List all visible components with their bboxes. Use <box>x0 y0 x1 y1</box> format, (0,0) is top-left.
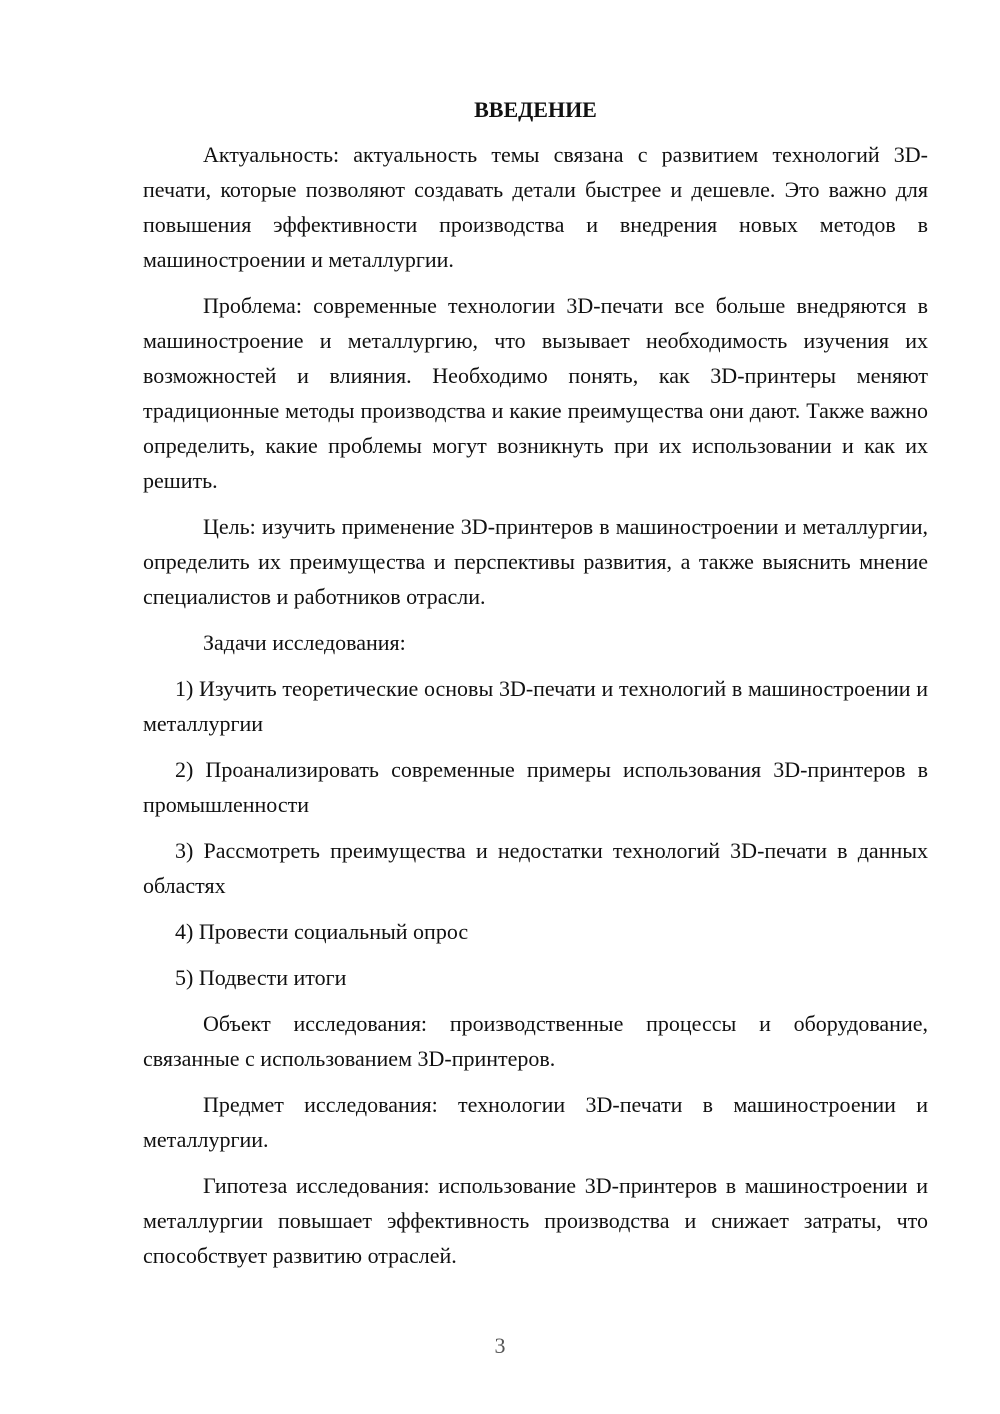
document-page <box>143 92 928 1284</box>
relevance-paragraph: Актуальность: актуальность темы связана с развитием технологий 3D-печати, которые позволяют создавать детали быстрее и дешевле. Это важно для повышения эффективности производства и внедрения новых методов в машиностроении и металлургии. <box>143 142 928 272</box>
tasks-heading: Задачи исследования: <box>203 630 406 655</box>
list-item: 1) Изучить теоретические основы 3D-печати и технологий в машиностроении и металлургии <box>143 676 928 736</box>
page-number: 3 <box>494 1333 506 1358</box>
list-item: 5) Подвести итоги <box>175 965 347 990</box>
object-paragraph: Объект исследования: производственные процессы и оборудование, связанные с использованием 3D-принтеров. <box>143 1011 928 1071</box>
problem-paragraph: Проблема: современные технологии 3D-печати все больше внедряются в машиностроение и металлургию, что вызывает необходимость изучения их возможностей и влияния. Необходимо понять, как 3D-принтеры меняют традиционные методы производства и какие преимущества они дают. Также важно определить, какие проблемы могут возникнуть при их использовании и как их решить. <box>143 293 928 493</box>
hypothesis-paragraph: Гипотеза исследования: использование 3D-принтеров в машиностроении и металлургии повышает эффективность производства и снижает затраты, что способствует развитию отраслей. <box>143 1173 928 1268</box>
subject-paragraph: Предмет исследования: технологии 3D-печати в машиностроении и металлургии. <box>143 1092 928 1152</box>
section-title: ВВЕДЕНИЕ <box>474 97 597 122</box>
list-item: 3) Рассмотреть преимущества и недостатки технологий 3D-печати в данных областях <box>143 838 928 898</box>
tasks-list <box>143 671 928 995</box>
list-item: 4) Провести социальный опрос <box>175 919 469 944</box>
goal-paragraph: Цель: изучить применение 3D-принтеров в машиностроении и металлургии, определить их преимущества и перспективы развития, а также выяснить мнение специалистов и работников отрасли. <box>143 514 928 609</box>
list-item: 2) Проанализировать современные примеры использования 3D-принтеров в промышленности <box>143 757 928 817</box>
